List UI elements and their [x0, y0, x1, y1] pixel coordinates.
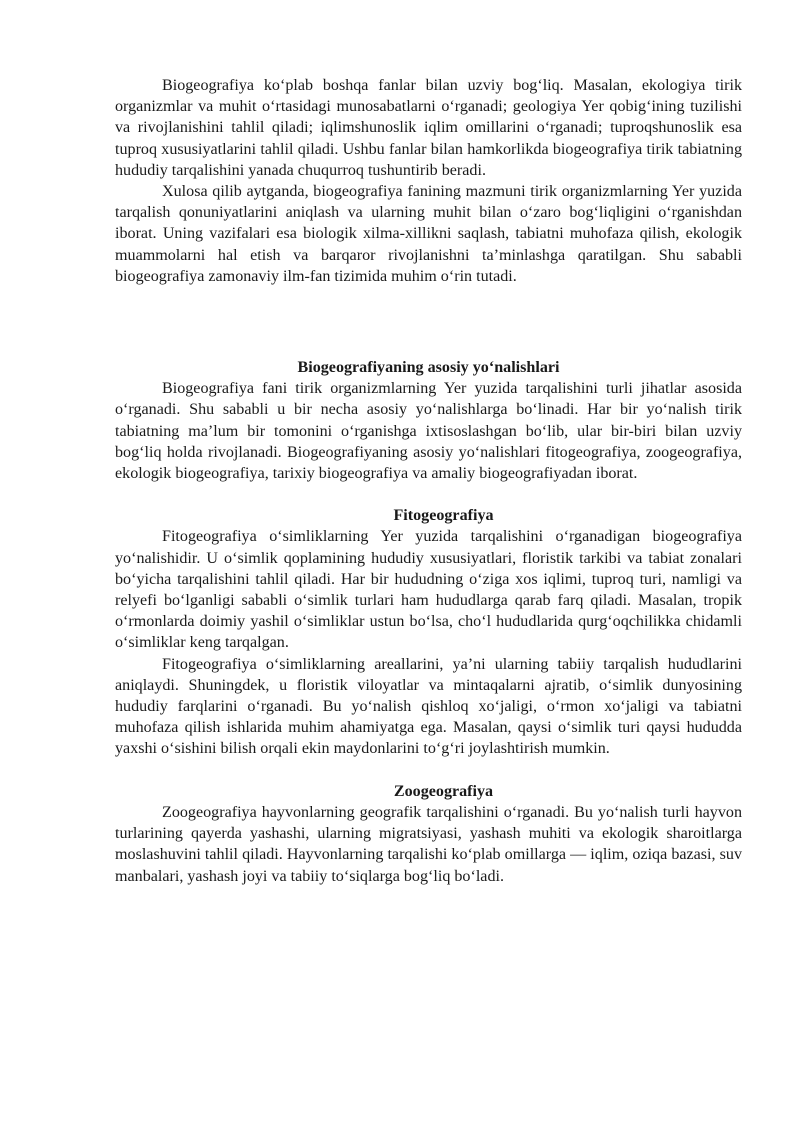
main-paragraph-1: Biogeografiya fani tirik organizmlarning Yer yuzida tarqalishini turli jihatlar asosida o‘rganadi. Shu sababli u bir necha asosiy yo‘nalishlarga bo‘linadi. Har bir yo‘nalish tirik tabiatning ma’lum bir tomonini o‘rganishga ixtisoslashgan bo‘lib, ular bir-biri bilan uzviy bog‘liq holda rivojlanadi. Biogeografiyaning asosiy yo‘nalishlari fitogeografiya, zoogeografiya, ekologik biogeografiya, tarixiy biogeografiya va amaliy biogeografiyadan iborat.: [115, 380, 742, 483]
section-heading-main: Biogeografiyaning asosiy yo‘nalishlari: [297, 359, 560, 377]
spacer: [115, 760, 742, 781]
section-heading-zoogeografiya: Zoogeografiya: [393, 782, 494, 800]
spacer: [115, 287, 742, 357]
intro-paragraph-2: Xulosa qilib aytganda, biogeografiya fanining mazmuni tirik organizmlarning Yer yuzida tarqalish qonuniyatlarini aniqlash va ularning muhit bilan o‘zaro bog‘liqligini o‘rganishdan iborat. Uning vazifalari esa biologik xilma-xillikni saqlash, tabiatni muhofaza qilish, ekologik muammolarni hal etish va barqaror rivojlanishni ta’minlashga qaratilgan. Shu sababli biogeografiya zamonaviy ilm-fan tizimida muhim o‘rin tutadi.: [115, 183, 742, 285]
spacer: [115, 484, 742, 505]
document-page: [115, 75, 742, 887]
zoo-paragraph-1: Zoogeografiya hayvonlarning geografik tarqalishini o‘rganadi. Bu yo‘nalish turli hayvon turlarining qayerda yashashi, ularning migratsiyasi, yashash muhiti va ekologik sharoitlarga moslashuvini tahlil qiladi. Hayvonlarning tarqalishi ko‘plab omillarga — iqlim, oziqa bazasi, suv manbalari, yashash joyi va tabiiy to‘siqlarga bog‘liq bo‘ladi.: [115, 803, 742, 885]
fito-paragraph-2: Fitogeografiya o‘simliklarning areallarini, ya’ni ularning tabiiy tarqalish hududlarini aniqlaydi. Shuningdek, u floristik viloyatlar va mintaqalarni ajratib, o‘simlik dunyosining hududiy farqlarini o‘rganadi. Bu yo‘nalish qishloq xo‘jaligi, o‘rmon xo‘jaligi va tabiatni muhofaza qilish ishlarida muhim ahamiyatga ega. Masalan, qaysi o‘simlik turi qaysi hududda yaxshi o‘sishini bilish orqali ekin maydonlarini to‘g‘ri joylashtirish mumkin.: [115, 655, 742, 758]
section-heading-fitogeografiya: Fitogeografiya: [393, 507, 494, 525]
fito-paragraph-1: Fitogeografiya o‘simliklarning Yer yuzida tarqalishini o‘rganadigan biogeografiya yo‘nalishidir. U o‘simlik qoplamining hududiy xususiyatlari, floristik tarkibi va tabiat zonalari bo‘yicha tarqalishini tahlil qiladi. Har bir hududning o‘ziga xos iqlimi, tuproq turi, namligi va relyefi bo‘lganligi sababli o‘simlik turlari ham hududlarga qarab farq qiladi. Masalan, tropik o‘rmonlarda doimiy yashil o‘simliklar ustun bo‘lsa, cho‘l hududlarida qurg‘oqchilikka chidamli o‘simliklar keng tarqalgan.: [115, 528, 742, 652]
intro-paragraph-1: Biogeografiya ko‘plab boshqa fanlar bilan uzviy bog‘liq. Masalan, ekologiya tirik organizmlar va muhit o‘rtasidagi munosabatlarni o‘rganadi; geologiya Yer qobig‘ining tuzilishi va rivojlanishini tahlil qiladi; iqlimshunoslik iqlim omillarini o‘rganadi; tuproqshunoslik esa tuproq xususiyatlarini tahlil qiladi. Ushbu fanlar bilan hamkorlikda biogeografiya tirik tabiatning hududiy tarqalishini yanada chuqurroq tushuntirib beradi.: [115, 77, 742, 179]
